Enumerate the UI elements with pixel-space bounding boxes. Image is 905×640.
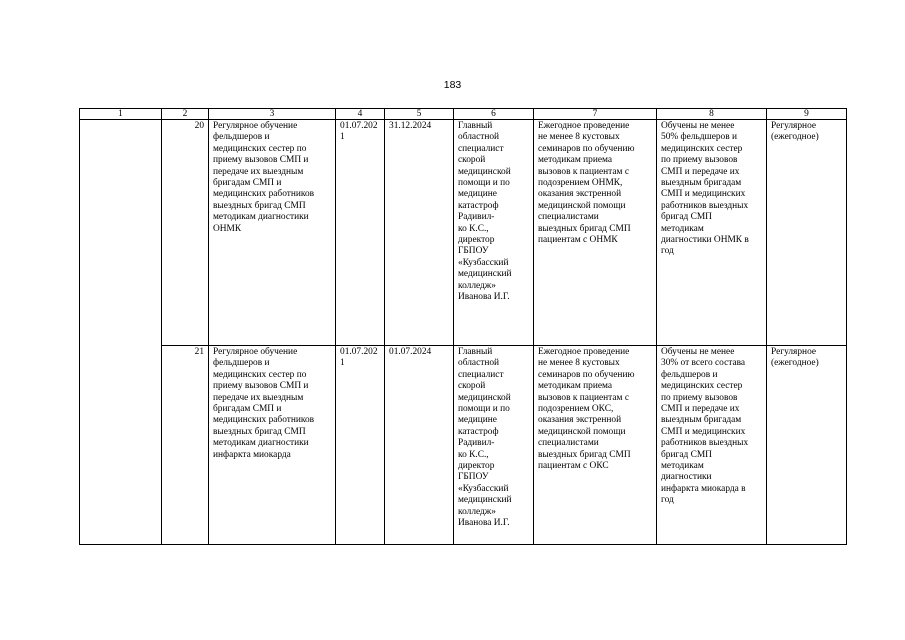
header-col-1: 1 xyxy=(80,109,162,120)
end-date-cell: 01.07.2024 xyxy=(385,346,454,545)
header-col-6: 6 xyxy=(454,109,534,120)
characteristic-cell: Ежегодное проведение не менее 8 кустовых семинаров по обучению методикам приема вызовов к пациентам с подозрением ОНМК, оказания экстренной медицинской помощи специалистами выездных бригад СМП пациентам с ОНМК xyxy=(534,120,657,346)
plan-table xyxy=(79,108,847,545)
header-col-4: 4 xyxy=(336,109,385,120)
end-date-cell: 31.12.2024 xyxy=(385,120,454,346)
header-col-5: 5 xyxy=(385,109,454,120)
start-date-cell: 01.07.2021 xyxy=(336,346,385,545)
activity-cell: Регулярное обучение фельдшеров и медицинских сестер по приему вызовов СМП и передаче их выездным бригадам СМП и медицинских работников выездных бригад СМП методикам диагностики инфаркта миокарда xyxy=(209,346,336,545)
period-cell: Регулярное (ежегодное) xyxy=(767,120,847,346)
table-header-row xyxy=(80,109,847,120)
section-cell xyxy=(80,120,162,545)
result-cell: Обучены не менее 30% от всего состава фельдшеров и медицинских сестер по приему вызовов СМП и передаче их выездным бригадам СМП и медицинских работников выездных бригад СМП методикам диагностики инфаркта миокарда в год xyxy=(657,346,767,545)
header-col-2: 2 xyxy=(162,109,209,120)
row-number: 21 xyxy=(162,346,209,545)
responsible-cell: Главный областной специалист скорой медицинской помощи и по медицине катастроф Радивил- ко К.С., директор ГБПОУ «Кузбасский медицинский колледж» Иванова И.Г. xyxy=(454,346,534,545)
period-cell: Регулярное (ежегодное) xyxy=(767,346,847,545)
start-date-cell: 01.07.2021 xyxy=(336,120,385,346)
activity-cell: Регулярное обучение фельдшеров и медицинских сестер по приему вызовов СМП и передаче их выездным бригадам СМП и медицинских работников выездных бригад СМП методикам диагностики ОНМК xyxy=(209,120,336,346)
header-col-8: 8 xyxy=(657,109,767,120)
characteristic-cell: Ежегодное проведение не менее 8 кустовых семинаров по обучению методикам приема вызовов к пациентам с подозрением ОКС, оказания экстренной медицинской помощи специалистами выездных бригад СМП пациентам с ОКС xyxy=(534,346,657,545)
header-col-3: 3 xyxy=(209,109,336,120)
table-row xyxy=(80,346,847,545)
header-col-9: 9 xyxy=(767,109,847,120)
table-row xyxy=(80,120,847,346)
page-number: 183 xyxy=(443,79,462,91)
header-col-7: 7 xyxy=(534,109,657,120)
responsible-cell: Главный областной специалист скорой медицинской помощи и по медицине катастроф Радивил- ко К.С., директор ГБПОУ «Кузбасский медицинский колледж» Иванова И.Г. xyxy=(454,120,534,346)
row-number: 20 xyxy=(162,120,209,346)
result-cell: Обучены не менее 50% фельдшеров и медицинских сестер по приему вызовов СМП и передаче их выездным бригадам СМП и медицинских работников выездных бригад СМП методикам диагностики ОНМК в год xyxy=(657,120,767,346)
